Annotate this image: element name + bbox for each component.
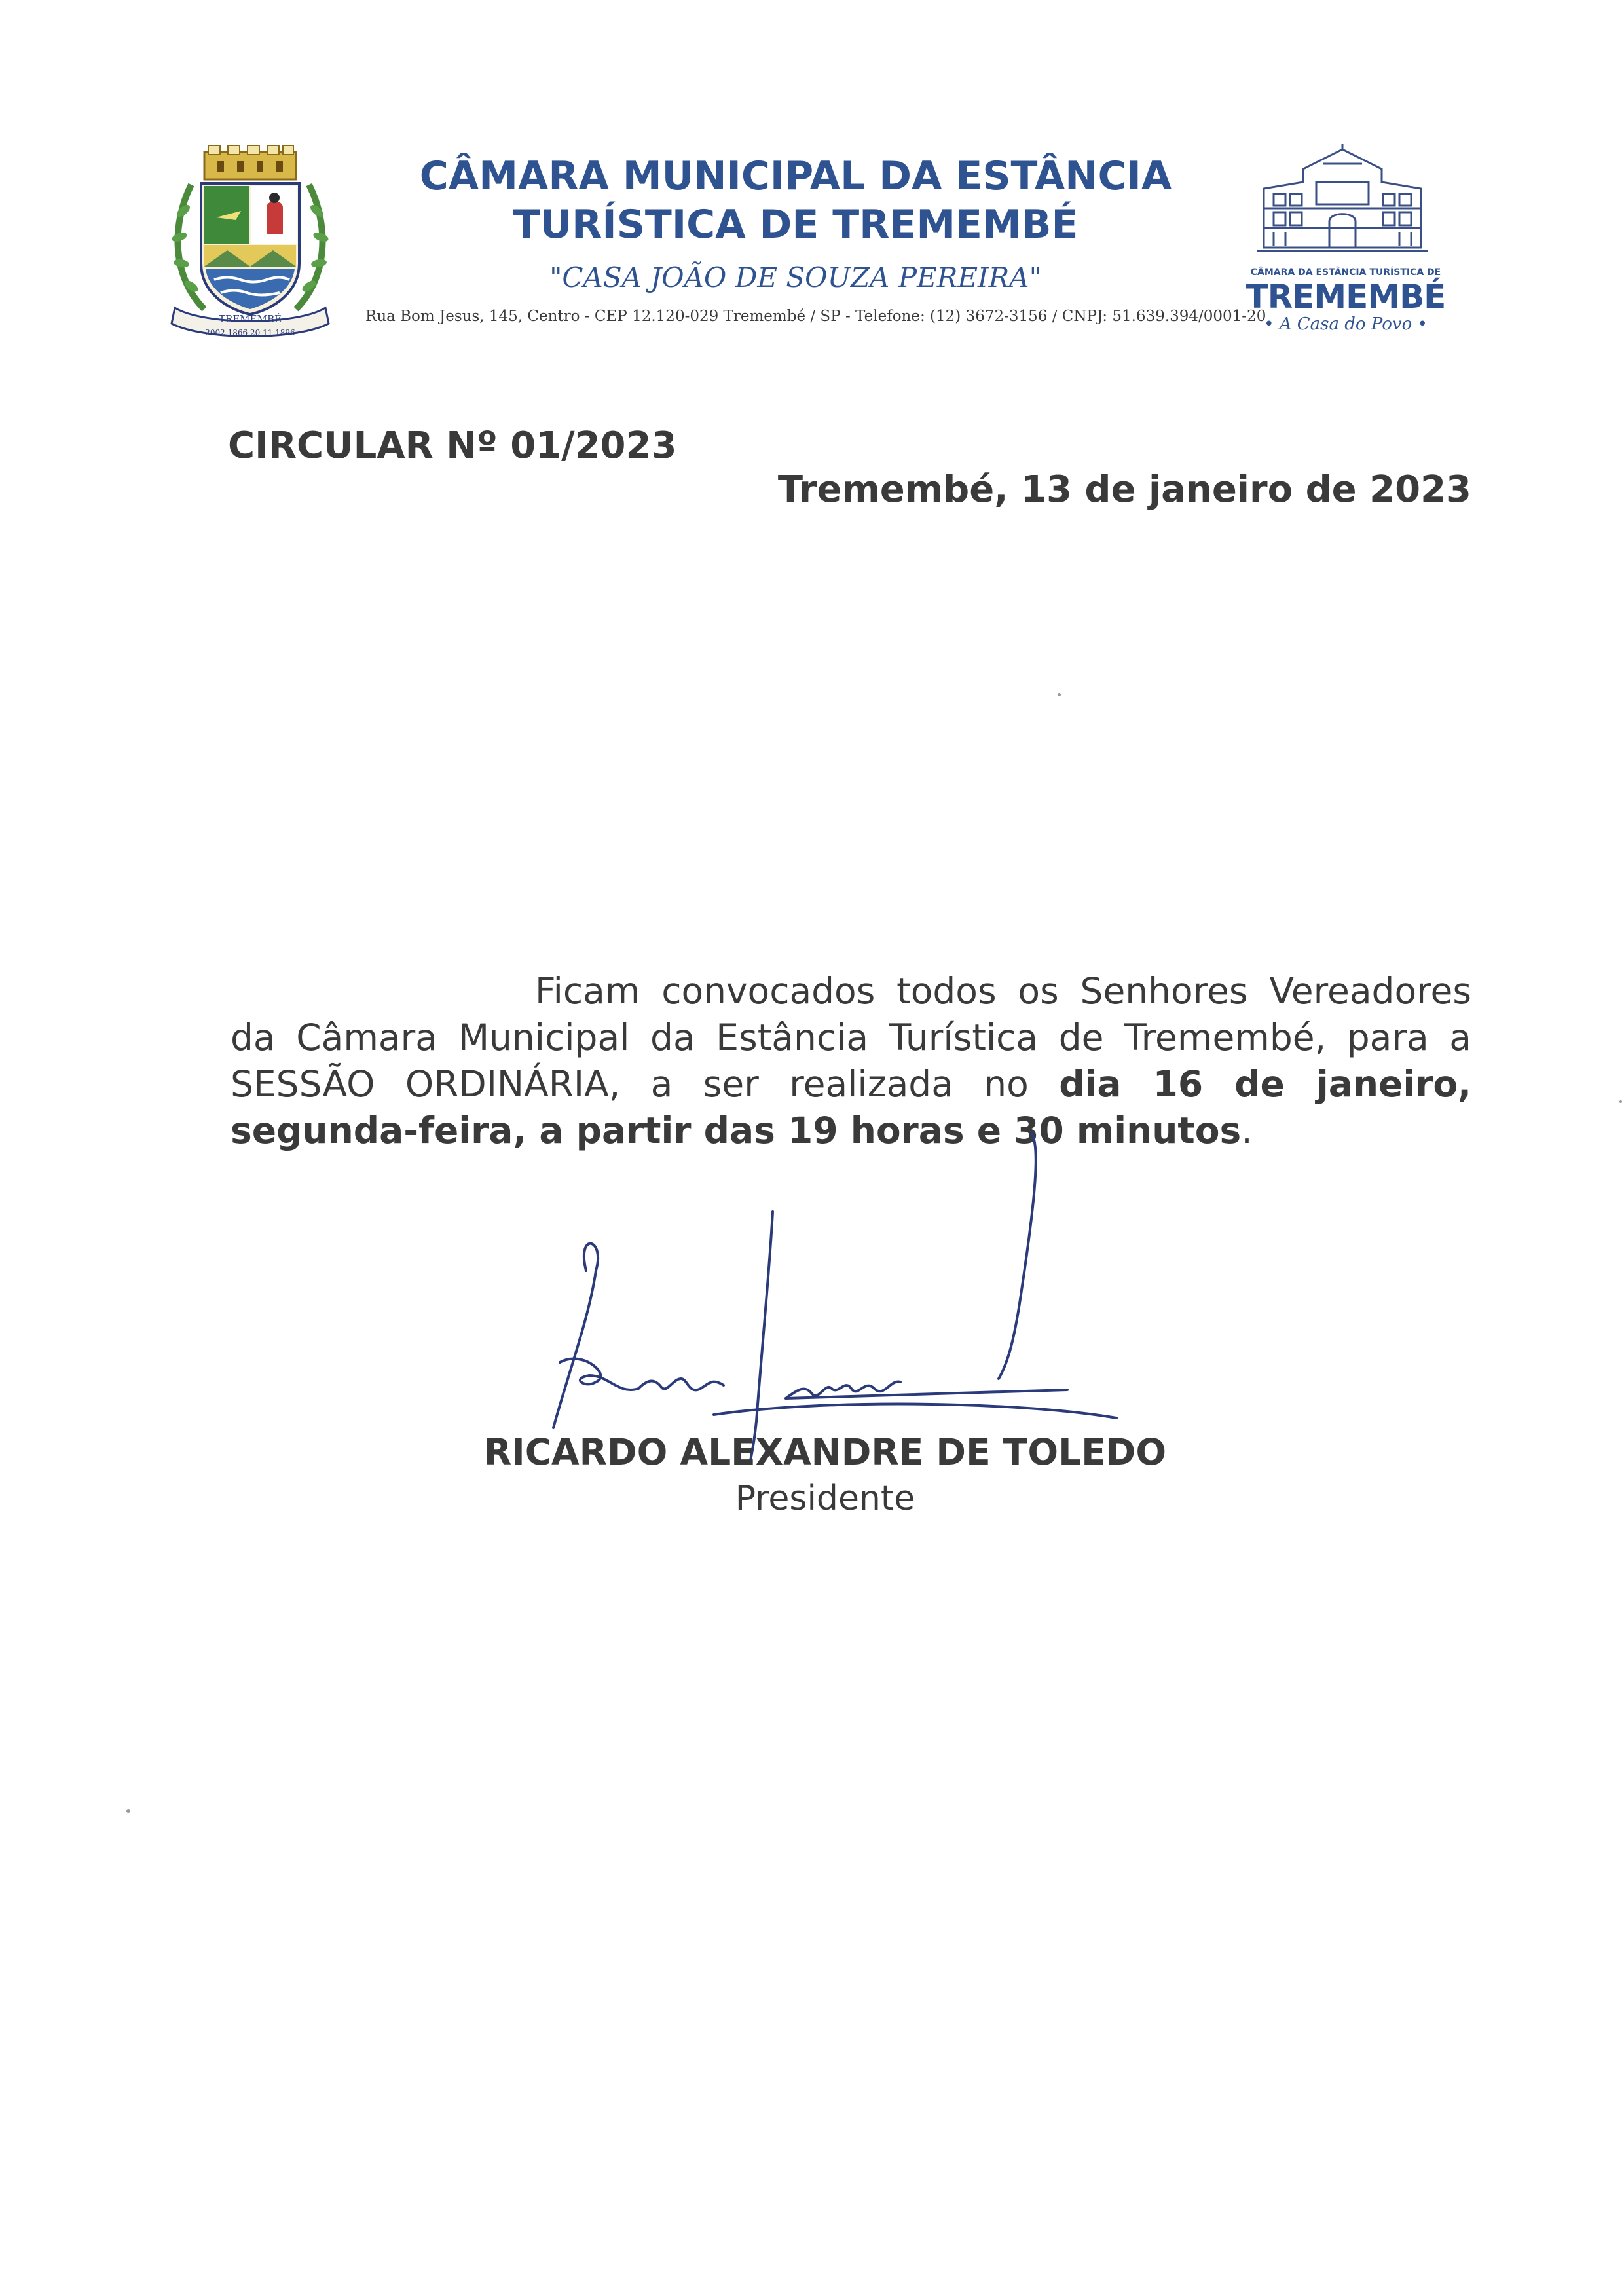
org-name-line-1: CÂMARA MUNICIPAL DA ESTÂNCIA [419, 153, 1172, 199]
logo-small-text: CÂMARA DA ESTÂNCIA TURÍSTICA DE [1250, 267, 1441, 278]
paragraph-text-3: . [1241, 1110, 1253, 1151]
building-icon [1244, 143, 1447, 267]
paragraph-text-bold: dia 16 de janeiro, segunda-feira, a partir das 19 horas e 30 minutos [231, 1063, 1471, 1151]
scan-speck [126, 1809, 130, 1813]
org-address: Rua Bom Jesus, 145, Centro - CEP 12.120-029 Tremembé / SP - Telefone: (12) 3672-3156 / CNPJ: 51.639.394/0001-20 [365, 308, 1266, 325]
letterhead [363, 152, 1228, 297]
scan-speck [1058, 693, 1061, 696]
scan-speck [1619, 1100, 1622, 1103]
org-motto: "CASA JOÃO DE SOUZA PEREIRA" [549, 261, 1042, 293]
coat-of-arms-dates: 2002 1866 20 11 1896 [205, 328, 295, 337]
coat-of-arms-ribbon-text: TREMEMBÉ [219, 313, 282, 325]
coat-of-arms-logo [165, 145, 335, 342]
logo-big-text: TREMEMBÉ [1246, 278, 1446, 316]
org-name-line-2: TURÍSTICA DE TREMEMBÉ [513, 202, 1079, 248]
circular-number: CIRCULAR Nº 01/2023 [228, 424, 677, 467]
logo-tagline: • A Casa do Povo • [1264, 314, 1428, 334]
signer-name: RICARDO ALEXANDRE DE TOLEDO [483, 1431, 1167, 1473]
signer-role: Presidente [735, 1479, 915, 1518]
paragraph-text-1: Ficam convocados todos os Senhores Vereadores da Câmara Municipal da Estância Turística de Tremembé, para a SESSÃO ORDINÁRIA, a ser realizada no [231, 970, 1471, 1105]
place-and-date: Tremembé, 13 de janeiro de 2023 [777, 468, 1471, 511]
chamber-building-logo [1244, 143, 1447, 339]
